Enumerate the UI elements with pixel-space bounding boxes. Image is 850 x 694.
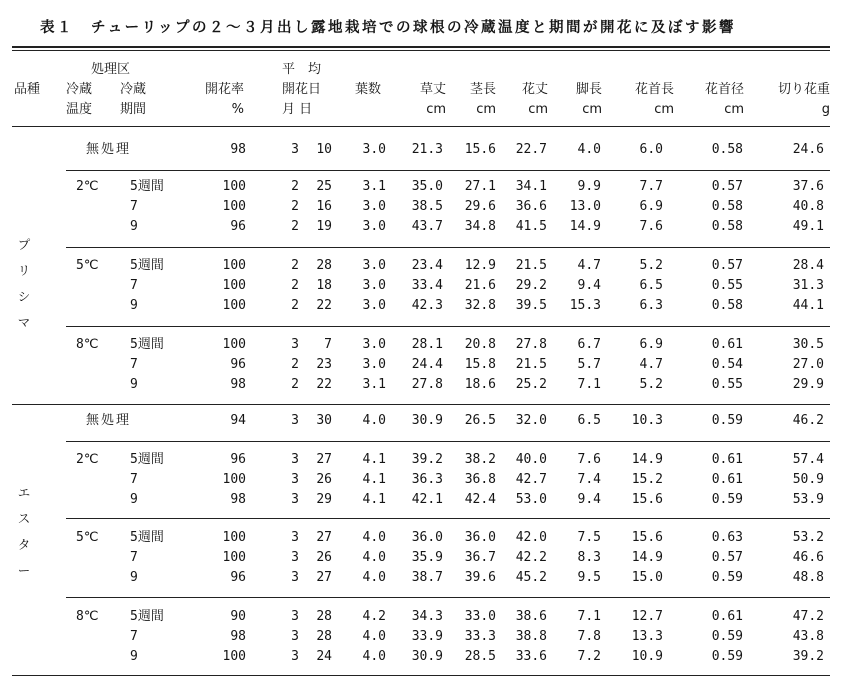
cell-plant-height: 23.4 xyxy=(411,258,443,273)
cell-leaves: 3.0 xyxy=(362,298,386,313)
cell-leg: 8.3 xyxy=(577,550,601,565)
header-cut-weight: 切り花重 g xyxy=(777,82,830,117)
cell-flower-rate: 100 xyxy=(222,199,246,214)
cell-day: 18 xyxy=(316,278,332,293)
cell-neck-diameter: 0.61 xyxy=(711,337,743,352)
cell-day: 23 xyxy=(316,357,332,372)
cell-stem: 20.8 xyxy=(464,337,496,352)
cell-flower-rate: 96 xyxy=(230,219,246,234)
cell-day: 27 xyxy=(316,452,332,467)
cell-plant-height: 42.1 xyxy=(411,492,443,507)
cell-day: 26 xyxy=(316,472,332,487)
cell-month: 2 xyxy=(291,278,299,293)
cell-leaves: 3.0 xyxy=(362,337,386,352)
cell-leg: 6.5 xyxy=(577,413,601,428)
cell-cut-weight: 28.4 xyxy=(792,258,824,273)
cell-temp: 2℃ xyxy=(76,179,99,194)
cultivar-divider xyxy=(12,404,830,405)
header-flower-height: 花丈 cm xyxy=(521,82,548,117)
cell-day: 22 xyxy=(316,377,332,392)
cell-cut-weight: 53.9 xyxy=(792,492,824,507)
cell-day: 10 xyxy=(316,142,332,157)
cell-leaves: 4.0 xyxy=(362,550,386,565)
cell-stem: 18.6 xyxy=(464,377,496,392)
cell-period: 7 xyxy=(130,472,138,487)
cell-flower-height: 36.6 xyxy=(515,199,547,214)
cell-neck-length: 6.5 xyxy=(639,278,663,293)
cell-leaves: 3.0 xyxy=(362,357,386,372)
top-double-rule xyxy=(12,46,830,48)
cell-cut-weight: 30.5 xyxy=(792,337,824,352)
cell-leg: 6.7 xyxy=(577,337,601,352)
group-divider xyxy=(66,597,830,598)
cell-plant-height: 24.4 xyxy=(411,357,443,372)
header-neck-diameter: 花首径 cm xyxy=(704,82,744,117)
cell-flower-height: 21.5 xyxy=(515,258,547,273)
cell-leg: 7.5 xyxy=(577,530,601,545)
cell-leg: 9.5 xyxy=(577,570,601,585)
cell-month: 2 xyxy=(291,377,299,392)
cell-neck-length: 15.0 xyxy=(631,570,663,585)
cell-neck-length: 14.9 xyxy=(631,452,663,467)
cell-month: 3 xyxy=(291,492,299,507)
cell-flower-height: 39.5 xyxy=(515,298,547,313)
cell-stem: 15.6 xyxy=(464,142,496,157)
cell-flower-height: 33.6 xyxy=(515,649,547,664)
cell-day: 30 xyxy=(316,413,332,428)
cell-neck-diameter: 0.59 xyxy=(711,413,743,428)
cell-cut-weight: 40.8 xyxy=(792,199,824,214)
cell-neck-diameter: 0.63 xyxy=(711,530,743,545)
cell-day: 28 xyxy=(316,629,332,644)
cell-leaves: 4.1 xyxy=(362,492,386,507)
top-double-rule-inner xyxy=(12,50,830,51)
cell-flower-rate: 100 xyxy=(222,337,246,352)
cell-plant-height: 30.9 xyxy=(411,413,443,428)
cell-day: 27 xyxy=(316,530,332,545)
cell-flower-height: 27.8 xyxy=(515,337,547,352)
cell-plant-height: 38.7 xyxy=(411,570,443,585)
cell-month: 2 xyxy=(291,219,299,234)
cell-plant-height: 39.2 xyxy=(411,452,443,467)
cultivar-name: エ ス タ ー xyxy=(17,485,31,578)
cell-period: 5週間 xyxy=(130,530,164,545)
cell-neck-diameter: 0.58 xyxy=(711,219,743,234)
cell-leg: 7.4 xyxy=(577,472,601,487)
cell-neck-length: 15.6 xyxy=(631,530,663,545)
cell-day: 24 xyxy=(316,649,332,664)
cell-period: 7 xyxy=(130,278,138,293)
cell-day: 26 xyxy=(316,550,332,565)
cell-neck-diameter: 0.61 xyxy=(711,452,743,467)
cell-leaves: 3.0 xyxy=(362,219,386,234)
cell-leaves: 4.0 xyxy=(362,649,386,664)
cell-cut-weight: 57.4 xyxy=(792,452,824,467)
cell-neck-length: 14.9 xyxy=(631,550,663,565)
cell-leaves: 4.1 xyxy=(362,472,386,487)
cell-cut-weight: 29.9 xyxy=(792,377,824,392)
cell-plant-height: 43.7 xyxy=(411,219,443,234)
cell-neck-diameter: 0.59 xyxy=(711,570,743,585)
cell-cut-weight: 43.8 xyxy=(792,629,824,644)
cell-period: 9 xyxy=(130,298,138,313)
cell-neck-diameter: 0.58 xyxy=(711,298,743,313)
cell-flower-height: 29.2 xyxy=(515,278,547,293)
header-flower-rate: 開花率 % xyxy=(204,82,244,117)
header-leaves: 葉数 xyxy=(355,82,382,97)
cell-month: 3 xyxy=(291,550,299,565)
cell-month: 2 xyxy=(291,258,299,273)
cell-leg: 9.4 xyxy=(577,492,601,507)
cell-neck-diameter: 0.57 xyxy=(711,550,743,565)
group-divider xyxy=(66,518,830,519)
cell-stem: 29.6 xyxy=(464,199,496,214)
cell-flower-rate: 100 xyxy=(222,550,246,565)
cell-flower-height: 42.7 xyxy=(515,472,547,487)
cell-flower-height: 42.2 xyxy=(515,550,547,565)
cell-cut-weight: 46.2 xyxy=(792,413,824,428)
cell-neck-length: 6.0 xyxy=(639,142,663,157)
cell-plant-height: 27.8 xyxy=(411,377,443,392)
cell-month: 3 xyxy=(291,413,299,428)
cell-leg: 14.9 xyxy=(569,219,601,234)
cell-leg: 9.9 xyxy=(577,179,601,194)
cell-plant-height: 42.3 xyxy=(411,298,443,313)
cell-stem: 33.0 xyxy=(464,609,496,624)
cell-plant-height: 33.4 xyxy=(411,278,443,293)
cell-cut-weight: 39.2 xyxy=(792,649,824,664)
cell-flower-height: 38.8 xyxy=(515,629,547,644)
cell-neck-diameter: 0.55 xyxy=(711,278,743,293)
cell-stem: 34.8 xyxy=(464,219,496,234)
cell-leg: 7.8 xyxy=(577,629,601,644)
cell-cut-weight: 48.8 xyxy=(792,570,824,585)
group-divider xyxy=(66,326,830,327)
cell-stem: 27.1 xyxy=(464,179,496,194)
cell-month: 2 xyxy=(291,179,299,194)
cell-flower-rate: 100 xyxy=(222,530,246,545)
cell-neck-diameter: 0.55 xyxy=(711,377,743,392)
cell-flower-rate: 100 xyxy=(222,278,246,293)
cell-leaves: 4.2 xyxy=(362,609,386,624)
cell-stem: 12.9 xyxy=(464,258,496,273)
cell-day: 22 xyxy=(316,298,332,313)
cell-period: 5週間 xyxy=(130,337,164,352)
cell-neck-diameter: 0.59 xyxy=(711,629,743,644)
cell-flower-rate: 96 xyxy=(230,357,246,372)
cell-neck-length: 5.2 xyxy=(639,377,663,392)
cell-month: 2 xyxy=(291,357,299,372)
cell-leaves: 3.1 xyxy=(362,377,386,392)
cell-leg: 4.7 xyxy=(577,258,601,273)
cell-flower-height: 38.6 xyxy=(515,609,547,624)
cell-neck-diameter: 0.59 xyxy=(711,492,743,507)
cell-leaves: 4.0 xyxy=(362,413,386,428)
cell-leaves: 4.0 xyxy=(362,629,386,644)
group-divider xyxy=(66,170,830,171)
cell-day: 27 xyxy=(316,570,332,585)
cell-stem: 42.4 xyxy=(464,492,496,507)
cell-flower-rate: 98 xyxy=(230,142,246,157)
header-period: 冷蔵 期間 xyxy=(120,82,147,117)
cell-day: 29 xyxy=(316,492,332,507)
cell-flower-rate: 98 xyxy=(230,377,246,392)
cell-stem: 38.2 xyxy=(464,452,496,467)
cell-period: 9 xyxy=(130,377,138,392)
cell-cut-weight: 46.6 xyxy=(792,550,824,565)
cell-month: 3 xyxy=(291,570,299,585)
cell-cut-weight: 50.9 xyxy=(792,472,824,487)
cell-neck-length: 15.6 xyxy=(631,492,663,507)
cell-stem: 26.5 xyxy=(464,413,496,428)
cell-leg: 15.3 xyxy=(569,298,601,313)
cell-neck-length: 7.7 xyxy=(639,179,663,194)
cell-flower-rate: 98 xyxy=(230,492,246,507)
cell-flower-rate: 100 xyxy=(222,472,246,487)
cell-flower-rate: 90 xyxy=(230,609,246,624)
cell-leg: 7.1 xyxy=(577,609,601,624)
cell-leg: 7.2 xyxy=(577,649,601,664)
cell-neck-length: 10.9 xyxy=(631,649,663,664)
cell-plant-height: 36.3 xyxy=(411,472,443,487)
cell-period: 5週間 xyxy=(130,179,164,194)
cell-neck-diameter: 0.58 xyxy=(711,199,743,214)
cell-leaves: 3.0 xyxy=(362,142,386,157)
cell-neck-diameter: 0.61 xyxy=(711,609,743,624)
cell-period: 7 xyxy=(130,550,138,565)
cell-stem: 36.7 xyxy=(464,550,496,565)
cell-stem: 33.3 xyxy=(464,629,496,644)
cell-month: 3 xyxy=(291,530,299,545)
cell-neck-length: 6.9 xyxy=(639,337,663,352)
cell-flower-height: 41.5 xyxy=(515,219,547,234)
cell-flower-height: 40.0 xyxy=(515,452,547,467)
cell-leaves: 3.0 xyxy=(362,258,386,273)
cell-temp: 2℃ xyxy=(76,452,99,467)
cell-cut-weight: 44.1 xyxy=(792,298,824,313)
cell-stem: 32.8 xyxy=(464,298,496,313)
cell-day: 28 xyxy=(316,609,332,624)
cell-day: 19 xyxy=(316,219,332,234)
header-stem: 茎長 cm xyxy=(469,82,496,117)
cell-plant-height: 38.5 xyxy=(411,199,443,214)
cell-month: 3 xyxy=(291,337,299,352)
cell-leaves: 4.1 xyxy=(362,452,386,467)
cell-period: 9 xyxy=(130,492,138,507)
cell-plant-height: 30.9 xyxy=(411,649,443,664)
cell-flower-height: 53.0 xyxy=(515,492,547,507)
cell-flower-height: 45.2 xyxy=(515,570,547,585)
cell-stem: 36.0 xyxy=(464,530,496,545)
cell-month: 3 xyxy=(291,629,299,644)
cell-neck-length: 4.7 xyxy=(639,357,663,372)
cell-plant-height: 28.1 xyxy=(411,337,443,352)
cell-month: 3 xyxy=(291,649,299,664)
header-leg: 脚長 cm xyxy=(575,82,602,117)
group-divider xyxy=(66,247,830,248)
cell-leaves: 3.0 xyxy=(362,278,386,293)
header-plant-height: 草丈 cm xyxy=(419,82,446,117)
cell-month: 2 xyxy=(291,298,299,313)
cell-day: 28 xyxy=(316,258,332,273)
header-avg-top: 平 均 xyxy=(282,62,322,77)
cell-flower-height: 21.5 xyxy=(515,357,547,372)
cell-flower-height: 32.0 xyxy=(515,413,547,428)
cell-period: 5週間 xyxy=(130,609,164,624)
cell-plant-height: 35.9 xyxy=(411,550,443,565)
cell-flower-height: 22.7 xyxy=(515,142,547,157)
cell-month: 2 xyxy=(291,199,299,214)
cell-stem: 21.6 xyxy=(464,278,496,293)
cell-leg: 7.1 xyxy=(577,377,601,392)
header-neck-length: 花首長 cm xyxy=(634,82,674,117)
cell-flower-rate: 94 xyxy=(230,413,246,428)
cell-temp: 8℃ xyxy=(76,609,99,624)
header-hinshu: 品種 xyxy=(14,82,41,97)
cell-flower-height: 25.2 xyxy=(515,377,547,392)
cell-leaves: 3.0 xyxy=(362,199,386,214)
cell-leaves: 4.0 xyxy=(362,570,386,585)
cell-flower-rate: 98 xyxy=(230,629,246,644)
cell-neck-diameter: 0.57 xyxy=(711,258,743,273)
cell-period: 5週間 xyxy=(130,258,164,273)
cell-leaves: 4.0 xyxy=(362,530,386,545)
cell-month: 3 xyxy=(291,609,299,624)
cell-leg: 5.7 xyxy=(577,357,601,372)
cell-flower-rate: 100 xyxy=(222,298,246,313)
cell-temp: 8℃ xyxy=(76,337,99,352)
cell-neck-diameter: 0.58 xyxy=(711,142,743,157)
cell-month: 3 xyxy=(291,142,299,157)
group-divider xyxy=(66,441,830,442)
cultivar-name: プ リ シ マ xyxy=(17,237,31,330)
cell-stem: 39.6 xyxy=(464,570,496,585)
cell-neck-length: 7.6 xyxy=(639,219,663,234)
cell-month: 3 xyxy=(291,472,299,487)
cell-untreated: 無処理 xyxy=(86,142,132,157)
cell-neck-diameter: 0.54 xyxy=(711,357,743,372)
cell-neck-length: 6.9 xyxy=(639,199,663,214)
cell-cut-weight: 31.3 xyxy=(792,278,824,293)
cell-leg: 9.4 xyxy=(577,278,601,293)
cell-day: 25 xyxy=(316,179,332,194)
cell-period: 9 xyxy=(130,649,138,664)
cell-neck-length: 15.2 xyxy=(631,472,663,487)
cell-leg: 13.0 xyxy=(569,199,601,214)
cell-neck-length: 5.2 xyxy=(639,258,663,273)
cell-leg: 4.0 xyxy=(577,142,601,157)
cell-stem: 28.5 xyxy=(464,649,496,664)
cell-flower-height: 42.0 xyxy=(515,530,547,545)
cell-leaves: 3.1 xyxy=(362,179,386,194)
cell-plant-height: 33.9 xyxy=(411,629,443,644)
cell-day: 7 xyxy=(324,337,332,352)
cell-period: 5週間 xyxy=(130,452,164,467)
table-title: 表１ チューリップの２～３月出し露地栽培での球根の冷蔵温度と期間が開花に及ぼす影響 xyxy=(40,20,736,36)
cell-stem: 15.8 xyxy=(464,357,496,372)
cell-period: 9 xyxy=(130,219,138,234)
cell-cut-weight: 27.0 xyxy=(792,357,824,372)
cell-temp: 5℃ xyxy=(76,530,99,545)
header-shoriku: 処理区 xyxy=(91,62,131,77)
cell-day: 16 xyxy=(316,199,332,214)
cell-period: 7 xyxy=(130,357,138,372)
cell-leg: 7.6 xyxy=(577,452,601,467)
cell-stem: 36.8 xyxy=(464,472,496,487)
cell-month: 3 xyxy=(291,452,299,467)
cell-cut-weight: 47.2 xyxy=(792,609,824,624)
cell-neck-diameter: 0.59 xyxy=(711,649,743,664)
cell-temp: 5℃ xyxy=(76,258,99,273)
cell-neck-length: 10.3 xyxy=(631,413,663,428)
header-avg-date: 開花日 月 日 xyxy=(282,82,322,117)
cell-plant-height: 34.3 xyxy=(411,609,443,624)
cell-flower-rate: 100 xyxy=(222,179,246,194)
cell-neck-diameter: 0.57 xyxy=(711,179,743,194)
cell-flower-rate: 96 xyxy=(230,452,246,467)
cell-neck-length: 13.3 xyxy=(631,629,663,644)
cell-flower-height: 34.1 xyxy=(515,179,547,194)
cell-cut-weight: 53.2 xyxy=(792,530,824,545)
cell-neck-length: 6.3 xyxy=(639,298,663,313)
table-bottom-rule xyxy=(12,675,830,676)
cell-period: 7 xyxy=(130,629,138,644)
cell-flower-rate: 100 xyxy=(222,258,246,273)
header-bottom-rule xyxy=(12,126,830,127)
cell-period: 7 xyxy=(130,199,138,214)
cell-plant-height: 36.0 xyxy=(411,530,443,545)
cell-untreated: 無処理 xyxy=(86,413,132,428)
cell-flower-rate: 100 xyxy=(222,649,246,664)
cell-plant-height: 21.3 xyxy=(411,142,443,157)
cell-cut-weight: 49.1 xyxy=(792,219,824,234)
cell-neck-diameter: 0.61 xyxy=(711,472,743,487)
cell-cut-weight: 24.6 xyxy=(792,142,824,157)
cell-flower-rate: 96 xyxy=(230,570,246,585)
cell-period: 9 xyxy=(130,570,138,585)
header-temp: 冷蔵 温度 xyxy=(66,82,93,117)
cell-cut-weight: 37.6 xyxy=(792,179,824,194)
cell-neck-length: 12.7 xyxy=(631,609,663,624)
cell-plant-height: 35.0 xyxy=(411,179,443,194)
